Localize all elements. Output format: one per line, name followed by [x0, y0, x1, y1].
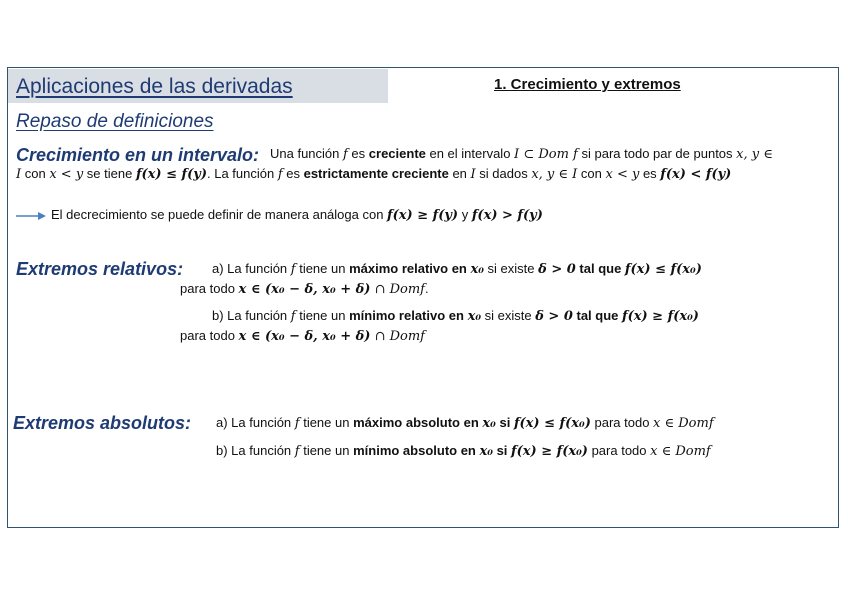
right-arrow-icon — [16, 209, 46, 221]
crecimiento-heading: Crecimiento en un intervalo: — [16, 145, 260, 165]
absolutos-a-line: a) La función f tiene un máximo absoluto en x₀ si f(x) ≤ f(x₀) para todo x ∈ Domf — [216, 415, 714, 431]
relativos-b-line: b) La función f tiene un mínimo relativo en x₀ si existe δ > 0 tal que f(x) ≥ f(x₀) — [212, 308, 699, 324]
main-title: Aplicaciones de las derivadas — [16, 75, 293, 98]
absolutos-heading: Extremos absolutos: — [13, 413, 192, 433]
relativos-b-para-todo: para todo x ∈ (x₀ − δ, x₀ + δ) ∩ Domf — [180, 328, 425, 344]
absolutos-b-line: b) La función f tiene un mínimo absoluto en x₀ si f(x) ≥ f(x₀) para todo x ∈ Domf — [216, 443, 711, 459]
crecimiento-line-2: I con x < y se tiene f(x) ≤ f(y). La función f es estrictamente creciente en I si dados x, y ∈ I con x < y es f(x) < f(y) — [16, 166, 732, 182]
relativos-heading: Extremos relativos: — [16, 259, 184, 279]
decrecimiento-line: El decrecimiento se puede definir de manera análoga con f(x) ≥ f(y) y f(x) > f(y) — [51, 207, 543, 223]
crecimiento-line-1: Una función f es creciente en el intervalo I ⊂ Dom f si para todo par de puntos x, y ∈ — [270, 146, 773, 162]
relativos-a-line: a) La función f tiene un máximo relativo en x₀ si existe δ > 0 tal que f(x) ≤ f(x₀) — [212, 261, 702, 277]
subtitle: Repaso de definiciones — [16, 111, 214, 132]
relativos-a-para-todo: para todo x ∈ (x₀ − δ, x₀ + δ) ∩ Domf. — [180, 281, 429, 297]
section-title: 1. Crecimiento y extremos — [494, 76, 681, 93]
